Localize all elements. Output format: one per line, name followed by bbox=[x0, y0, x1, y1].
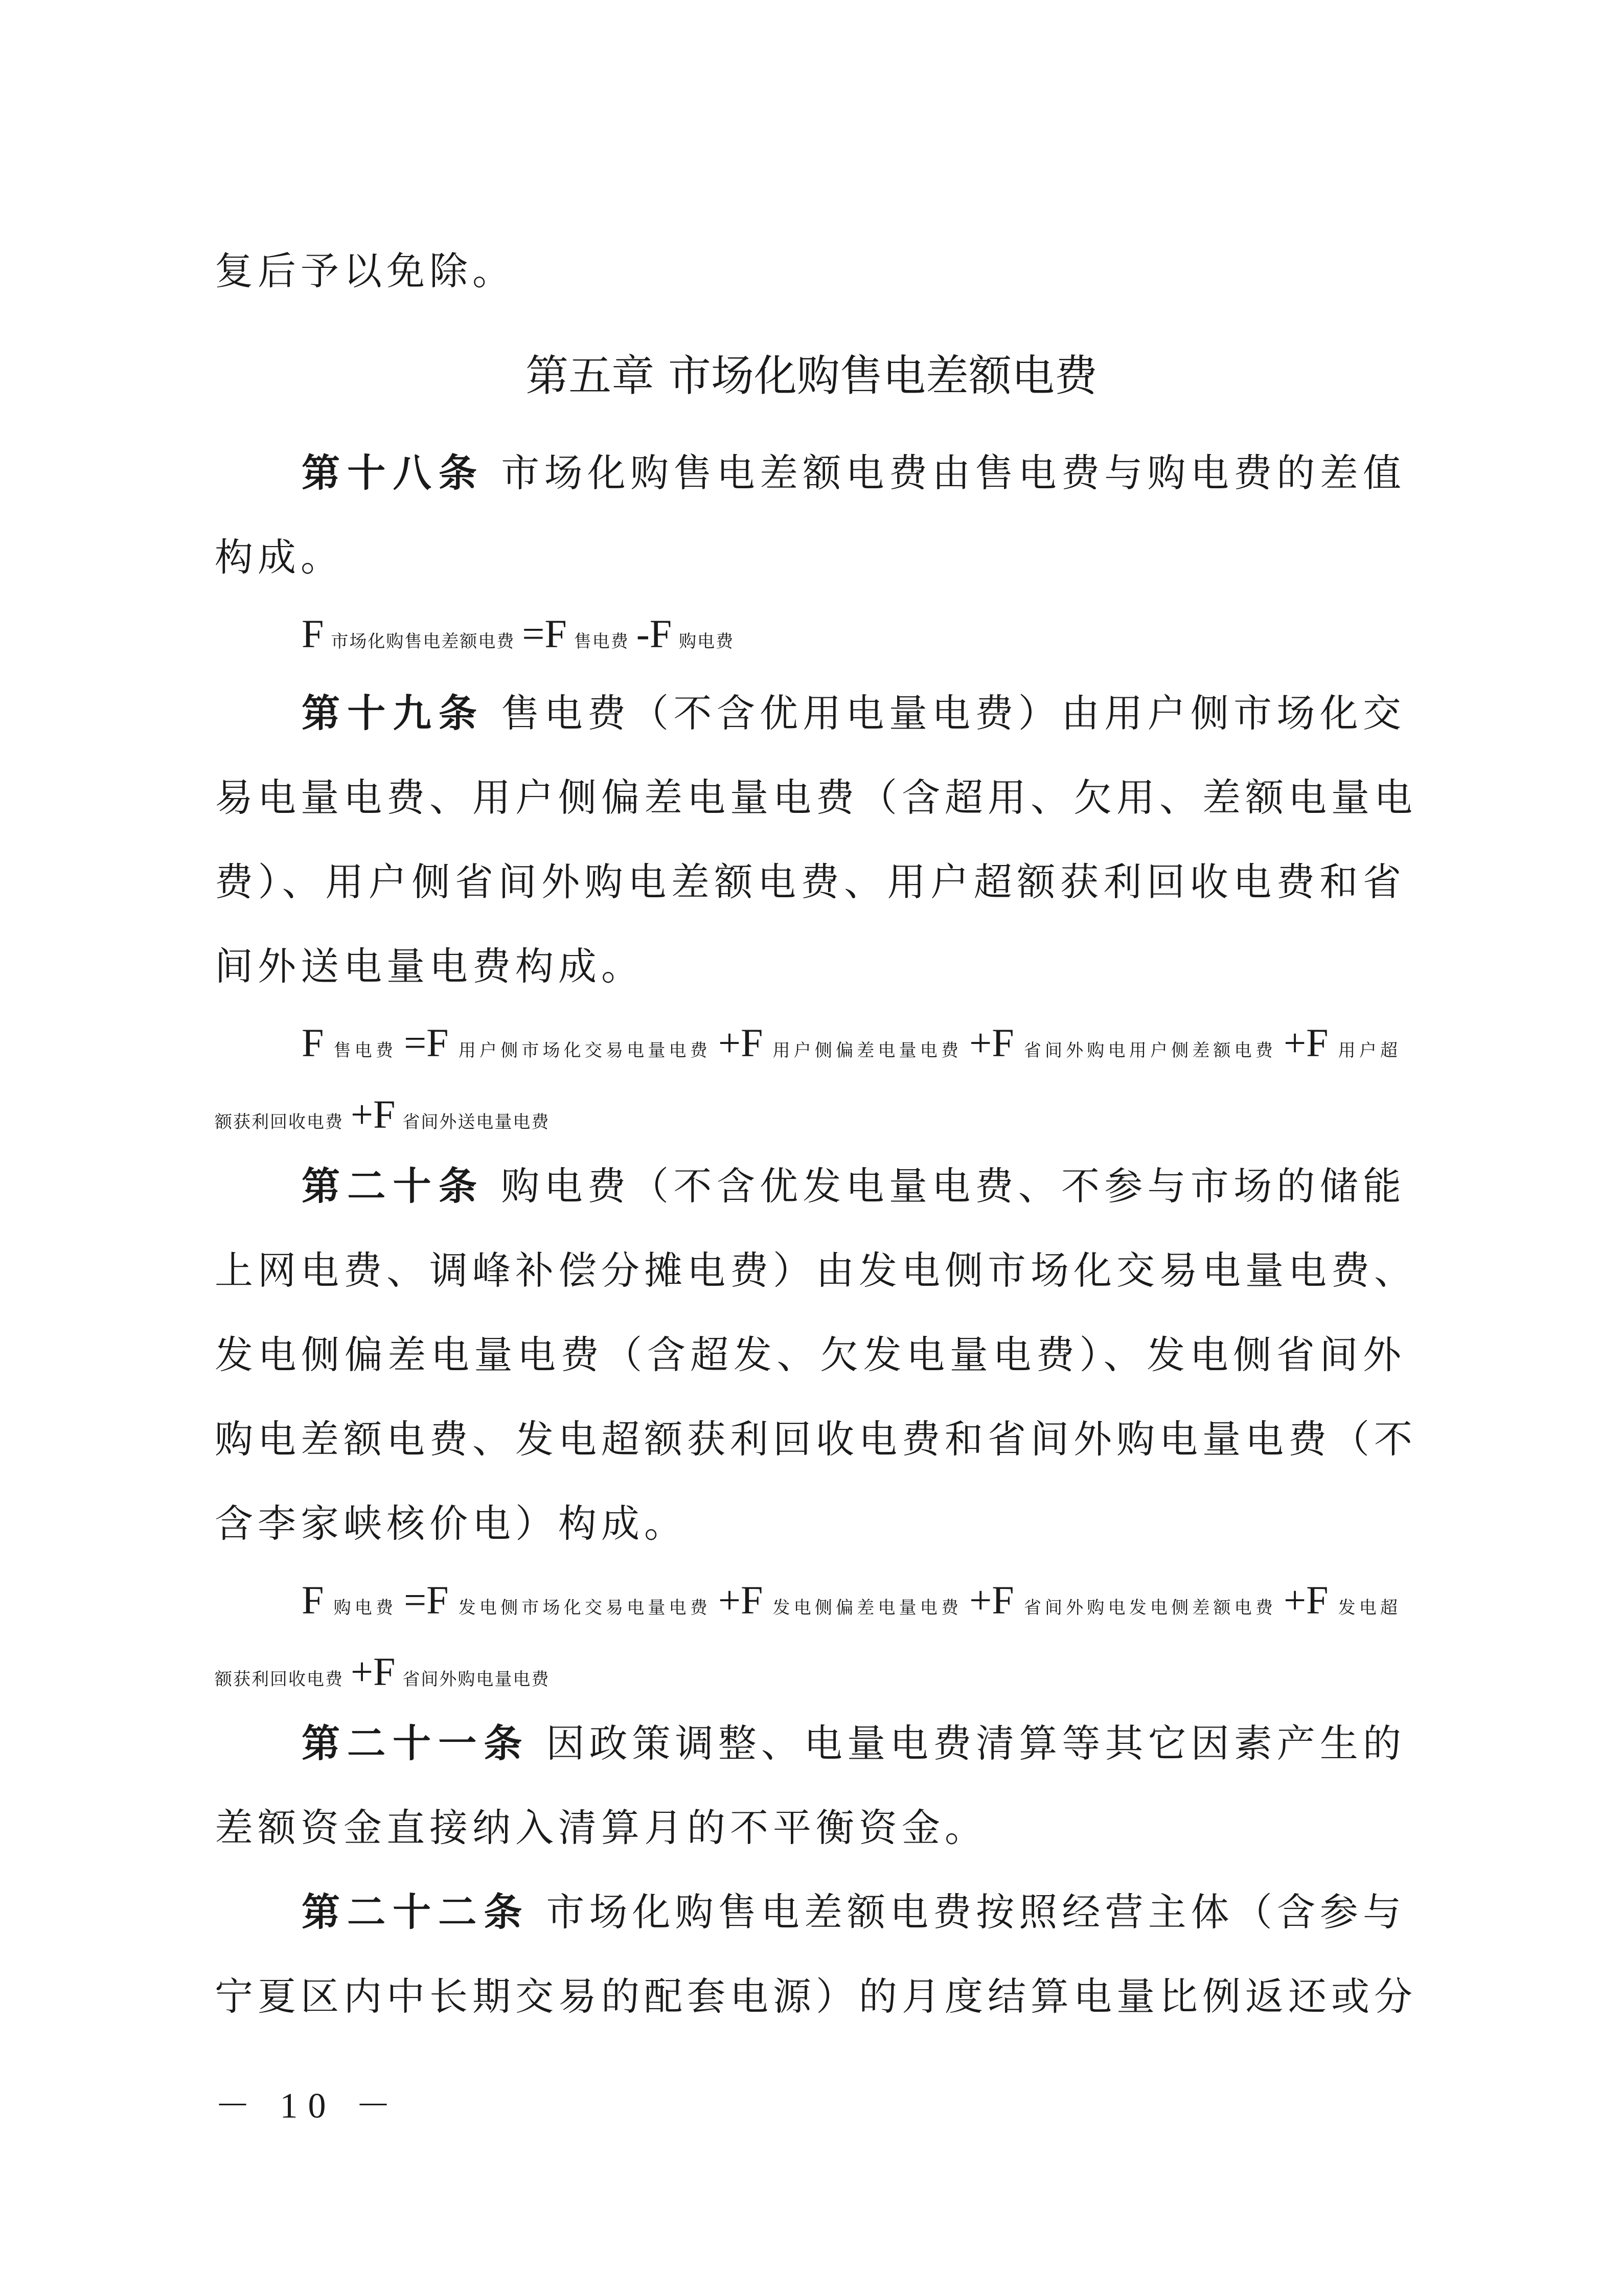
article-19-label: 第十九条 bbox=[302, 691, 485, 736]
formula-2-op-4: +F bbox=[1284, 1020, 1329, 1065]
article-22-line-2: 宁夏区内中长期交易的配套电源）的月度结算电量比例返还或分 bbox=[215, 1974, 1418, 2019]
article-20-line-5: 含李家峡核价电）构成。 bbox=[215, 1501, 688, 1546]
formula-3-sub-1: 发电侧市场化交易电量电费 bbox=[455, 1598, 711, 1618]
article-22-line-1 bbox=[302, 1886, 1406, 1938]
continuation-text: 复后予以免除。 bbox=[215, 248, 516, 293]
formula-2-op-3: +F bbox=[969, 1020, 1014, 1065]
article-18-line-2: 构成。 bbox=[215, 535, 344, 580]
formula-1-op-2: -F bbox=[636, 611, 672, 656]
chapter-title: 第五章 市场化购售电差额电费 bbox=[525, 351, 1098, 401]
formula-2-op-5: +F bbox=[351, 1092, 396, 1136]
formula-1-op-1: =F bbox=[522, 611, 567, 656]
formula-2-sub-4b: 额获利回收电费 bbox=[215, 1112, 344, 1132]
article-19-line-3: 费）、用户侧省间外购电差额电费、用户超额获利回收电费和省 bbox=[215, 859, 1406, 904]
formula-3-op-5: +F bbox=[351, 1649, 396, 1694]
article-19-line-4: 间外送电量电费构成。 bbox=[215, 944, 645, 989]
formula-purchase-line-2 bbox=[215, 1644, 557, 1711]
formula-2-sub-0: 售电费 bbox=[331, 1040, 397, 1061]
article-19-text-1: 售电费（不含优用电量电费）由用户侧市场化交 bbox=[501, 691, 1406, 736]
formula-3-op-3: +F bbox=[969, 1578, 1014, 1622]
article-22-text-1: 市场化购售电差额电费按照经营主体（含参与 bbox=[546, 1890, 1406, 1935]
formula-1-sub-3: 购电费 bbox=[679, 631, 735, 652]
article-18-line-1 bbox=[302, 447, 1406, 498]
article-22-label: 第二十二条 bbox=[302, 1890, 530, 1935]
formula-2-op-2: +F bbox=[718, 1020, 763, 1065]
formula-2-f: F bbox=[302, 1020, 324, 1065]
formula-2-sub-1: 用户侧市场化交易电量电费 bbox=[455, 1040, 711, 1061]
article-21-text-1: 因政策调整、电量电费清算等其它因素产生的 bbox=[546, 1721, 1406, 1766]
formula-sales-line-1 bbox=[302, 1015, 1406, 1082]
formula-1-sub-2: 售电费 bbox=[574, 631, 629, 652]
formula-3-f: F bbox=[302, 1578, 324, 1622]
article-21-line-2: 差额资金直接纳入清算月的不平衡资金。 bbox=[215, 1805, 988, 1850]
formula-2-sub-3: 省间外购电用户侧差额电费 bbox=[1021, 1040, 1277, 1061]
formula-3-sub-0: 购电费 bbox=[331, 1598, 397, 1618]
article-20-line-2: 上网电费、调峰补偿分摊电费）由发电侧市场化交易电量电费、 bbox=[215, 1248, 1418, 1293]
article-20-line-4: 购电差额电费、发电超额获利回收电费和省间外购电量电费（不 bbox=[215, 1417, 1418, 1462]
formula-2-sub-4a: 用户超 bbox=[1335, 1040, 1399, 1061]
formula-3-op-4: +F bbox=[1284, 1578, 1329, 1622]
article-19-line-1 bbox=[302, 688, 1406, 739]
formula-2-sub-5: 省间外送电量电费 bbox=[402, 1112, 550, 1132]
article-20-text-1: 购电费（不含优发电量电费、不参与市场的储能 bbox=[501, 1164, 1406, 1209]
article-19-line-2: 易电量电费、用户侧偏差电量电费（含超用、欠用、差额电量电 bbox=[215, 775, 1418, 820]
article-21-label: 第二十一条 bbox=[302, 1721, 530, 1766]
formula-1-sub-1: 市场化购售电差额电费 bbox=[331, 631, 515, 652]
formula-1-f: F bbox=[302, 611, 324, 656]
article-20-line-3: 发电侧偏差电量电费（含超发、欠发电量电费）、发电侧省间外 bbox=[215, 1332, 1406, 1377]
formula-purchase-line-1 bbox=[302, 1572, 1406, 1640]
page-number: － 10 － bbox=[215, 2086, 401, 2126]
article-18-text-1: 市场化购售电差额电费由售电费与购电费的差值 bbox=[501, 450, 1406, 495]
formula-2-sub-2: 用户侧偏差电量电费 bbox=[770, 1040, 963, 1061]
article-20-label: 第二十条 bbox=[302, 1164, 485, 1209]
formula-3-sub-2: 发电侧偏差电量电费 bbox=[770, 1598, 963, 1618]
formula-3-sub-5: 省间外购电量电费 bbox=[402, 1669, 550, 1690]
formula-3-op-1: =F bbox=[404, 1578, 449, 1622]
formula-difference bbox=[302, 606, 741, 673]
article-18-label: 第十八条 bbox=[302, 450, 485, 495]
formula-3-op-2: +F bbox=[718, 1578, 763, 1622]
formula-2-op-1: =F bbox=[404, 1020, 449, 1065]
article-21-line-1 bbox=[302, 1718, 1406, 1769]
formula-3-sub-3: 省间外购电发电侧差额电费 bbox=[1021, 1598, 1277, 1618]
article-20-line-1 bbox=[302, 1161, 1406, 1212]
formula-3-sub-4a: 发电超 bbox=[1335, 1598, 1399, 1618]
formula-sales-line-2 bbox=[215, 1086, 557, 1154]
formula-3-sub-4b: 额获利回收电费 bbox=[215, 1669, 344, 1690]
